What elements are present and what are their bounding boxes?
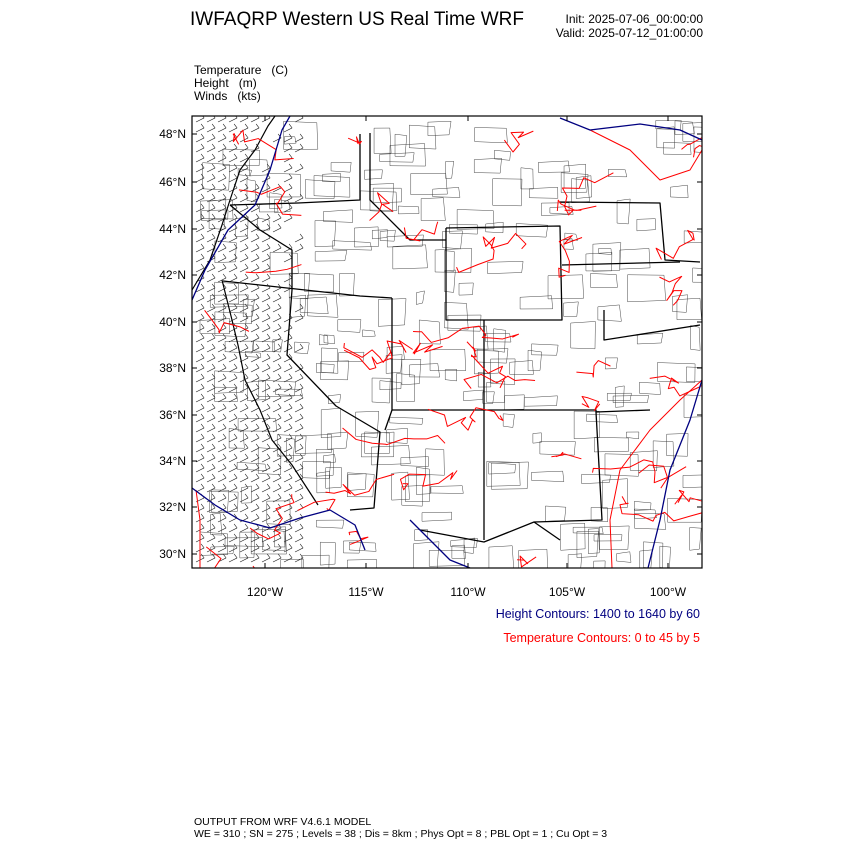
model-info bbox=[194, 816, 607, 840]
county-border bbox=[430, 349, 466, 370]
county-border bbox=[505, 395, 525, 410]
lat-tick-label: 34°N bbox=[159, 454, 186, 468]
map-layers bbox=[192, 114, 729, 589]
county-border bbox=[316, 520, 343, 528]
lon-tick-label: 110°W bbox=[450, 585, 486, 599]
county-border bbox=[571, 321, 596, 348]
init-time: Init: 2025-07-06_00:00:00 bbox=[565, 12, 703, 26]
county-border bbox=[395, 134, 407, 156]
county-border bbox=[591, 274, 618, 288]
lon-tick-label: 120°W bbox=[246, 585, 284, 599]
county-border bbox=[390, 417, 423, 424]
county-border bbox=[393, 245, 428, 269]
county-border bbox=[531, 471, 563, 482]
county-border bbox=[660, 546, 671, 568]
county-border bbox=[489, 463, 516, 474]
county-border bbox=[397, 373, 415, 401]
county-border bbox=[322, 348, 338, 373]
temperature-contour bbox=[344, 343, 391, 362]
axis-ticks bbox=[192, 116, 702, 568]
county-border bbox=[431, 486, 463, 494]
height-contours bbox=[192, 116, 702, 568]
county-border bbox=[608, 169, 626, 176]
county-border bbox=[620, 248, 650, 269]
county-border bbox=[637, 219, 656, 231]
field-winds: Winds (kts) bbox=[194, 89, 261, 103]
county-border bbox=[464, 390, 484, 401]
longitude-labels bbox=[247, 585, 687, 599]
county-border bbox=[587, 414, 618, 422]
county-border bbox=[259, 380, 296, 396]
county-border bbox=[684, 231, 711, 243]
county-border bbox=[561, 173, 588, 193]
county-border bbox=[683, 475, 719, 488]
model-settings: WE = 310 ; SN = 275 ; Levels = 38 ; Dis = 8km ; Phys Opt = 8 ; PBL Opt = 1 ; Cu Opt = 3 bbox=[194, 828, 608, 840]
county-border bbox=[615, 386, 624, 407]
lat-tick-label: 36°N bbox=[159, 408, 186, 422]
county-border bbox=[582, 474, 611, 483]
temperature-contours bbox=[196, 130, 721, 589]
county-border bbox=[691, 326, 701, 351]
height-contour bbox=[648, 380, 702, 568]
lon-tick-label: 115°W bbox=[348, 585, 384, 599]
state-border bbox=[534, 412, 602, 522]
county-border bbox=[599, 248, 612, 254]
county-border bbox=[333, 241, 372, 250]
temperature-contour bbox=[675, 490, 721, 513]
county-border bbox=[607, 393, 631, 400]
county-border bbox=[314, 176, 350, 198]
county-border bbox=[257, 218, 269, 230]
county-border bbox=[212, 490, 229, 513]
temperature-contour bbox=[551, 452, 581, 458]
county-border bbox=[519, 549, 548, 577]
county-border bbox=[545, 506, 565, 521]
county-border bbox=[315, 250, 347, 261]
county-border bbox=[380, 230, 395, 241]
temperature-contour bbox=[326, 474, 395, 495]
county-border bbox=[428, 121, 451, 135]
lat-tick-label: 42°N bbox=[159, 268, 186, 282]
county-border bbox=[668, 498, 703, 522]
county-border bbox=[308, 294, 338, 317]
height-contours-legend: Height Contours: 1400 to 1640 by 60 bbox=[495, 607, 700, 621]
county-border bbox=[593, 243, 621, 272]
temperature-contour bbox=[246, 265, 302, 273]
lat-tick-label: 38°N bbox=[159, 361, 186, 375]
county-border bbox=[433, 187, 460, 197]
county-border bbox=[200, 200, 233, 219]
temperature-contour bbox=[590, 130, 702, 180]
state-border bbox=[230, 205, 292, 290]
county-border bbox=[503, 414, 514, 428]
county-border bbox=[639, 382, 660, 394]
county-border bbox=[677, 298, 702, 319]
field-temperature: Temperature (C) bbox=[194, 63, 289, 77]
county-border bbox=[254, 341, 275, 352]
county-border bbox=[564, 164, 586, 188]
county-border bbox=[305, 180, 335, 199]
county-border bbox=[374, 128, 391, 153]
county-border bbox=[594, 561, 605, 578]
county-border bbox=[532, 344, 559, 355]
county-border bbox=[548, 275, 584, 299]
temperature-contour bbox=[659, 276, 681, 305]
state-border bbox=[562, 262, 680, 265]
temperature-contour bbox=[413, 326, 518, 342]
county-border bbox=[320, 542, 335, 565]
county-border bbox=[354, 227, 378, 247]
county-border bbox=[258, 448, 281, 475]
temperature-contour bbox=[656, 230, 694, 259]
temperature-contour bbox=[404, 222, 437, 241]
county-border bbox=[317, 471, 330, 492]
county-border bbox=[365, 170, 383, 180]
county-border bbox=[671, 185, 689, 197]
county-border bbox=[416, 467, 430, 494]
temperature-contour bbox=[205, 310, 249, 332]
county-border bbox=[617, 552, 631, 563]
county-border bbox=[421, 198, 445, 221]
temperature-contour bbox=[610, 380, 702, 568]
county-border bbox=[237, 462, 266, 470]
county-border bbox=[243, 299, 254, 317]
county-border bbox=[605, 358, 617, 369]
county-border bbox=[524, 396, 557, 406]
county-border bbox=[411, 174, 448, 195]
temperature-contour bbox=[413, 343, 442, 354]
county-border bbox=[422, 512, 452, 521]
county-border bbox=[564, 302, 579, 317]
county-border bbox=[338, 320, 361, 333]
county-border bbox=[494, 150, 510, 160]
county-border bbox=[372, 378, 390, 403]
county-border bbox=[586, 252, 612, 270]
county-border bbox=[540, 441, 575, 455]
lon-tick-label: 105°W bbox=[548, 585, 586, 599]
county-border bbox=[628, 275, 666, 302]
county-border bbox=[446, 161, 454, 178]
county-border bbox=[398, 206, 419, 214]
field-height: Height (m) bbox=[194, 76, 257, 90]
county-border bbox=[225, 538, 264, 547]
county-border bbox=[324, 335, 335, 344]
height-contour bbox=[192, 116, 290, 300]
county-border bbox=[323, 210, 352, 223]
county-border bbox=[300, 297, 328, 314]
county-border bbox=[529, 187, 557, 198]
county-border bbox=[238, 419, 277, 432]
county-border bbox=[270, 193, 282, 209]
state-border bbox=[420, 522, 560, 542]
county-border bbox=[510, 360, 534, 374]
county-border bbox=[326, 467, 342, 488]
county-border bbox=[445, 369, 456, 381]
county-border bbox=[457, 210, 494, 230]
county-border bbox=[295, 342, 310, 354]
latitude-labels bbox=[159, 127, 186, 561]
county-border bbox=[493, 179, 522, 206]
county-border bbox=[390, 144, 426, 167]
state-border bbox=[604, 310, 700, 340]
lat-tick-label: 48°N bbox=[159, 127, 186, 141]
county-border bbox=[405, 475, 429, 502]
county-border bbox=[538, 161, 569, 172]
county-border bbox=[347, 559, 376, 581]
county-border bbox=[281, 559, 304, 574]
county-border bbox=[302, 555, 329, 572]
county-border bbox=[475, 127, 508, 142]
county-border bbox=[474, 158, 501, 173]
county-border bbox=[598, 305, 622, 321]
temperature-contour bbox=[504, 131, 533, 152]
county-border bbox=[568, 554, 582, 576]
lon-tick-label: 100°W bbox=[649, 585, 687, 599]
temperature-contour bbox=[428, 408, 503, 430]
temperature-contour bbox=[517, 556, 536, 567]
county-border bbox=[200, 532, 228, 555]
valid-time: Valid: 2025-07-12_01:00:00 bbox=[555, 26, 703, 40]
coastline bbox=[192, 116, 275, 290]
temperature-contour bbox=[582, 396, 600, 410]
county-border bbox=[686, 367, 715, 382]
county-border bbox=[245, 351, 261, 357]
county-border bbox=[380, 153, 414, 163]
lat-tick-label: 32°N bbox=[159, 500, 186, 514]
model-version: OUTPUT FROM WRF V4.6.1 MODEL bbox=[194, 816, 372, 828]
lat-tick-label: 40°N bbox=[159, 315, 186, 329]
height-contour bbox=[410, 520, 470, 568]
county-border bbox=[491, 462, 528, 489]
temperature-contours-legend: Temperature Contours: 0 to 45 by 5 bbox=[503, 631, 700, 645]
wind-barbs bbox=[196, 114, 303, 562]
county-border bbox=[328, 432, 348, 449]
county-border bbox=[489, 546, 514, 573]
county-border bbox=[236, 217, 249, 237]
county-border bbox=[488, 261, 523, 273]
county-border bbox=[320, 361, 348, 380]
temperature-contour bbox=[457, 233, 526, 272]
county-border bbox=[690, 527, 702, 550]
county-border bbox=[323, 173, 341, 181]
county-border bbox=[316, 363, 334, 372]
lat-tick-label: 30°N bbox=[159, 547, 186, 561]
county-border bbox=[340, 274, 355, 297]
county-borders bbox=[200, 120, 729, 581]
county-border bbox=[594, 437, 628, 452]
county-border bbox=[380, 381, 401, 390]
county-border bbox=[657, 127, 675, 148]
county-border bbox=[577, 531, 598, 557]
county-border bbox=[459, 283, 473, 295]
county-border bbox=[626, 432, 639, 439]
county-border bbox=[409, 125, 436, 149]
temperature-contour bbox=[593, 460, 668, 488]
county-border bbox=[657, 363, 695, 383]
county-border bbox=[600, 526, 630, 550]
county-border bbox=[401, 457, 429, 467]
temperature-contour bbox=[559, 235, 582, 277]
county-border bbox=[402, 359, 421, 384]
county-border bbox=[516, 224, 548, 238]
county-border bbox=[284, 137, 296, 144]
county-border bbox=[416, 291, 424, 305]
lat-tick-label: 46°N bbox=[159, 175, 186, 189]
county-border bbox=[521, 168, 533, 189]
map-frame bbox=[192, 116, 702, 568]
state-border bbox=[560, 202, 700, 262]
county-border bbox=[373, 188, 401, 203]
county-border bbox=[386, 355, 402, 374]
plot-title: IWFAQRP Western US Real Time WRF bbox=[190, 9, 524, 30]
county-border bbox=[363, 330, 376, 337]
lat-tick-label: 44°N bbox=[159, 222, 186, 236]
temperature-contour bbox=[298, 499, 335, 510]
county-border bbox=[348, 474, 366, 491]
county-border bbox=[664, 142, 692, 154]
county-border bbox=[203, 163, 230, 190]
county-border bbox=[684, 395, 706, 418]
county-border bbox=[653, 441, 674, 468]
temperature-contour bbox=[344, 340, 413, 369]
temperature-contour bbox=[464, 374, 535, 388]
county-border bbox=[520, 296, 553, 309]
county-border bbox=[370, 184, 394, 212]
county-border bbox=[331, 162, 351, 172]
county-border bbox=[319, 335, 328, 345]
